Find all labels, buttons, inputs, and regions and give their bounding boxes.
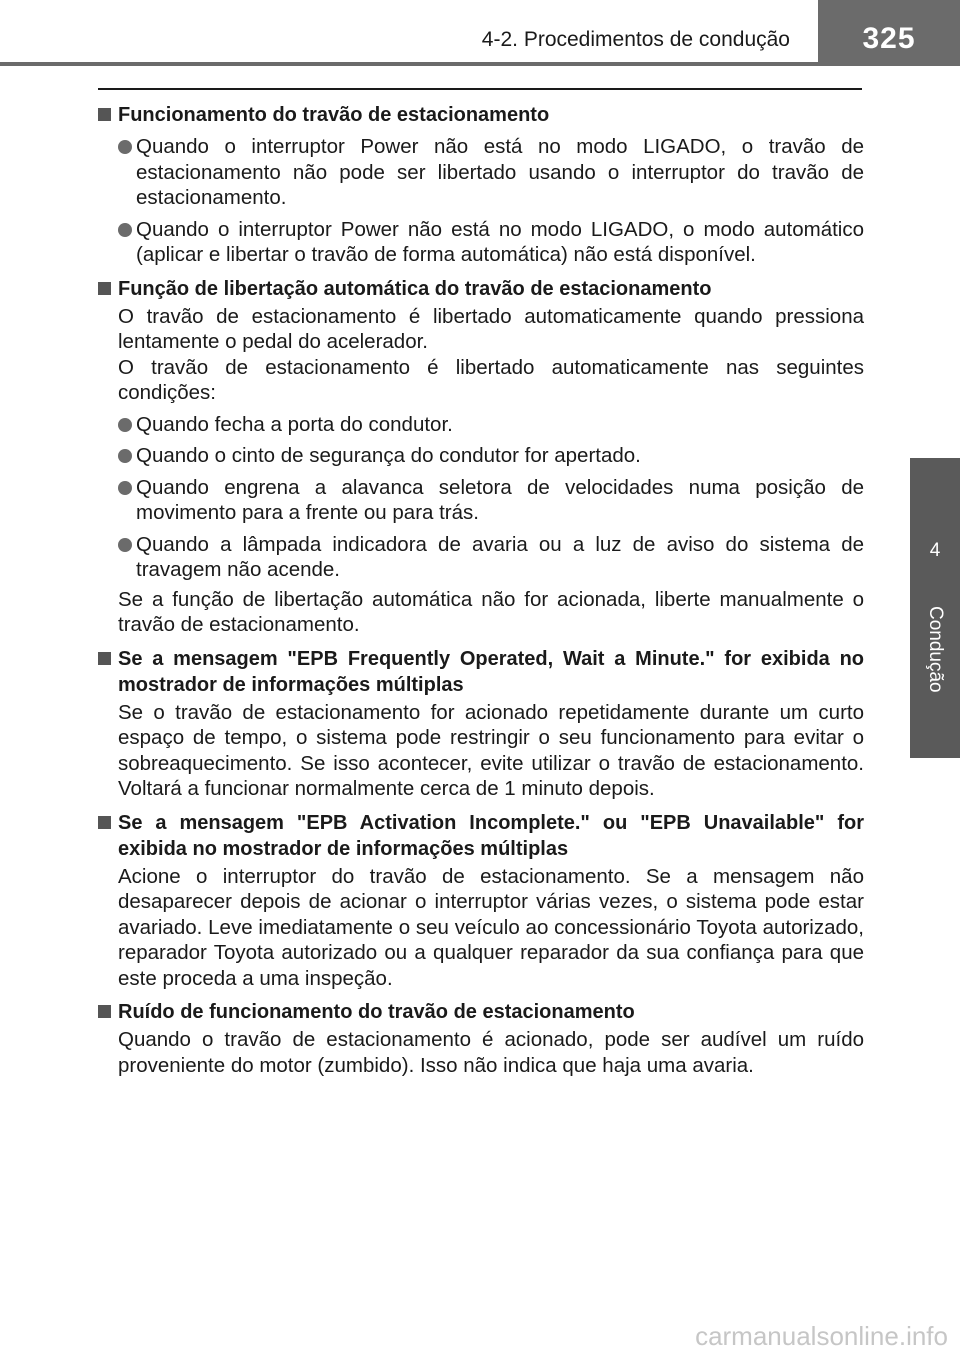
page-content — [98, 94, 864, 1078]
list-item — [98, 475, 864, 526]
round-bullet-icon — [118, 418, 132, 432]
paragraph: Se a função de libertação automática não for acionada, liberte manualmente o travão de estacionamento. — [118, 587, 864, 636]
list-item-text: Quando o interruptor Power não está no modo LIGADO, o travão de estacionamento não pode ser libertado usando o interruptor do travão de estacionamento. — [136, 135, 864, 209]
section-heading — [98, 810, 864, 862]
round-bullet-icon — [118, 223, 132, 237]
heading-text: Se a mensagem "EPB Activation Incomplete." ou "EPB Unavailable" for exibida no mostrador de informações múltiplas — [118, 811, 864, 860]
heading-text: Ruído de funcionamento do travão de estacionamento — [118, 1001, 635, 1023]
header-rule — [0, 62, 960, 66]
list-item — [98, 532, 864, 583]
heading-text: Funcionamento do travão de estacionamento — [118, 104, 550, 126]
page-number: 325 — [862, 22, 916, 55]
list-item-text: Quando fecha a porta do condutor. — [136, 412, 453, 436]
paragraph: Quando o travão de estacionamento é acionado, pode ser audível um ruído proveniente do motor (zumbido). Isso não indica que haja uma avaria. — [118, 1028, 864, 1077]
list-item-text: Quando o interruptor Power não está no modo LIGADO, o modo automático (aplicar e libertar o travão de forma automática) não está disponível. — [136, 217, 864, 266]
round-bullet-icon — [118, 538, 132, 552]
list-item — [98, 412, 864, 438]
square-bullet-icon — [98, 282, 111, 295]
square-bullet-icon — [98, 108, 111, 121]
round-bullet-icon — [118, 449, 132, 463]
paragraph: O travão de estacionamento é libertado automaticamente nas seguintes condições: — [118, 355, 864, 404]
square-bullet-icon — [98, 652, 111, 665]
list-item-text: Quando a lâmpada indicadora de avaria ou a luz de aviso do sistema de travagem não acende. — [136, 532, 864, 581]
square-bullet-icon — [98, 816, 111, 829]
list-item-text: Quando o cinto de segurança do condutor for apertado. — [136, 444, 641, 467]
round-bullet-icon — [118, 140, 132, 154]
heading-text: Se a mensagem "EPB Frequently Operated, Wait a Minute." for exibida no mostrador de informações múltiplas — [118, 647, 864, 696]
watermark: carmanualsonline.info — [695, 1321, 948, 1351]
section-heading — [98, 646, 864, 698]
paragraph: Acione o interruptor do travão de estacionamento. Se a mensagem não desaparecer depois de acionar o interruptor várias vezes, o sistema pode estar avariado. Leve imediatamente o seu veículo ao concessionário Toyota autorizado, reparador Toyota autorizado ou a qualquer reparador da sua confiança para que este proceda a uma inspeção. — [118, 864, 864, 990]
chapter-label: Condução — [925, 606, 946, 693]
round-bullet-icon — [118, 481, 132, 495]
chapter-number: 4 — [929, 540, 941, 561]
list-item-text: Quando engrena a alavanca seletora de velocidades numa posição de movimento para a frente ou para trás. — [136, 475, 864, 524]
section-heading — [98, 102, 864, 128]
paragraph: Se o travão de estacionamento for acionado repetidamente durante um curto espaço de tempo, o sistema pode restringir o seu funcionamento para evitar o sobreaquecimento. Se isso acontecer, evite utilizar o travão de estacionamento. Voltará a funcionar normalmente cerca de 1 minuto depois. — [118, 700, 864, 800]
list-item — [98, 134, 864, 211]
section-heading — [98, 276, 864, 302]
paragraph: O travão de estacionamento é libertado automaticamente quando pressiona lentamente o pedal do acelerador. — [118, 304, 864, 353]
list-item — [98, 443, 864, 469]
section-heading — [98, 999, 864, 1025]
square-bullet-icon — [98, 1005, 111, 1018]
content-top-rule — [98, 88, 862, 90]
section-title: 4-2. Procedimentos de condução — [481, 28, 790, 51]
list-item — [98, 217, 864, 268]
heading-text: Função de libertação automática do travão de estacionamento — [118, 277, 712, 300]
